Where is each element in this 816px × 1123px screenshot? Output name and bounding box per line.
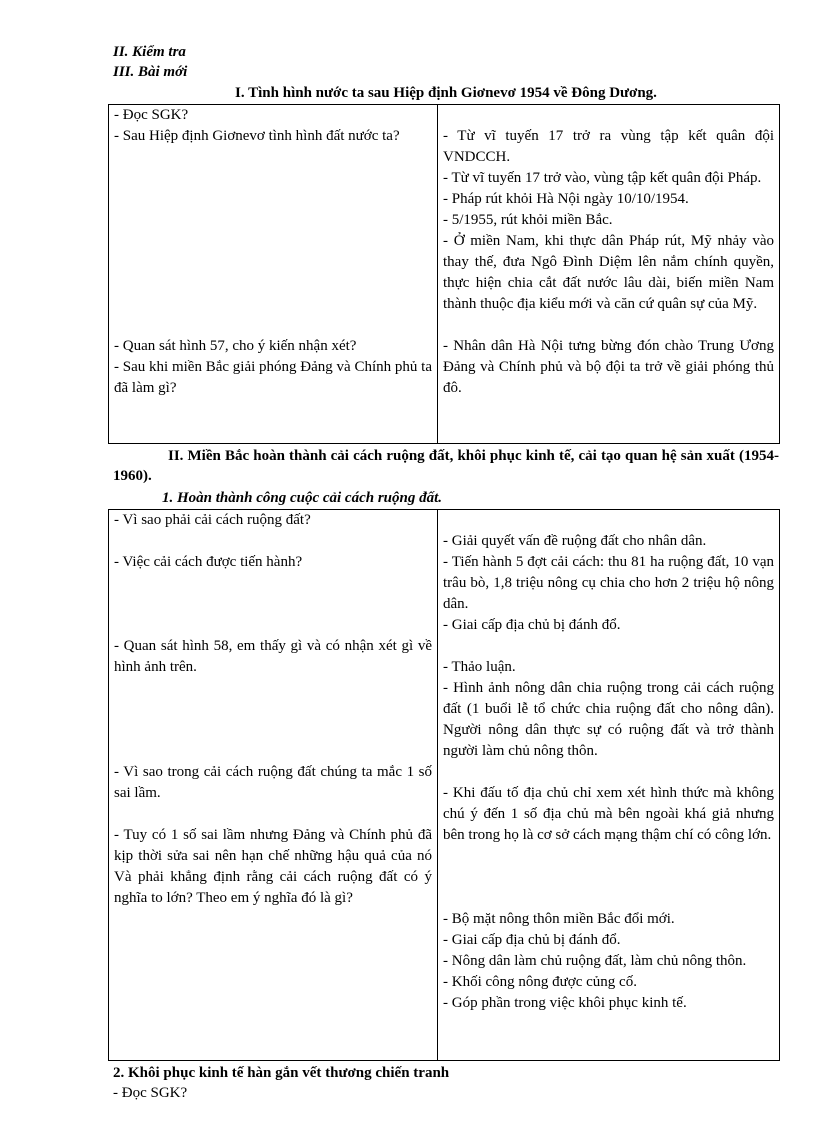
section-1-right-cell xyxy=(438,105,780,444)
question-6: - Việc cải cách được tiến hành? xyxy=(114,554,303,570)
heading-kiem-tra: II. Kiểm tra xyxy=(113,44,186,60)
answer-6: - Nhân dân Hà Nội tưng bừng đón chào Trung Ương Đảng và Chính phủ và bộ đội ta trở về giải phóng thủ đô. xyxy=(443,338,774,396)
section-2-left-cell xyxy=(109,510,438,1061)
question-1: - Đọc SGK? xyxy=(114,107,189,123)
answer-13: - Bộ mặt nông thôn miền Bắc đổi mới. xyxy=(443,911,675,927)
question-8: - Vì sao trong cải cách ruộng đất chúng ta mắc 1 số sai lầm. xyxy=(114,764,432,801)
answer-3: - Pháp rút khỏi Hà Nội ngày 10/10/1954. xyxy=(443,191,689,207)
answer-8: - Tiến hành 5 đợt cải cách: thu 81 ha ruộng đất, 10 vạn trâu bò, 1,8 triệu nông cụ chia cho hơn 2 triệu hộ nông dân. xyxy=(443,554,774,612)
question-4: - Sau khi miền Bắc giải phóng Đảng và Chính phủ ta đã làm gì? xyxy=(114,359,432,396)
question-9: - Tuy có 1 số sai lầm nhưng Đảng và Chính phủ đã kịp thời sửa sai nên hạn chế những hậu quả của nó Và phải khẳng định rằng cải cách ruộng đất có ý nghĩa to lớn? Theo em ý nghĩa đó là gì? xyxy=(114,827,432,906)
question-2: - Sau Hiệp định Giơnevơ tình hình đất nước ta? xyxy=(114,128,400,144)
section-3-title: 2. Khôi phục kinh tế hàn gắn vết thương chiến tranh xyxy=(113,1065,450,1081)
section-3-first-line: - Đọc SGK? xyxy=(113,1085,188,1101)
answer-16: - Khối công nông được củng cố. xyxy=(443,974,637,990)
answer-2: - Từ vĩ tuyến 17 trở vào, vùng tập kết quân đội Pháp. xyxy=(443,170,762,186)
answer-14: - Giai cấp địa chủ bị đánh đổ. xyxy=(443,932,621,948)
section-1-table xyxy=(108,104,780,444)
section-2-right-cell xyxy=(438,510,780,1061)
answer-5: - Ở miền Nam, khi thực dân Pháp rút, Mỹ nhảy vào thay thế, đưa Ngô Đình Diệm lên nắm chính quyền, thực hiện chia cắt đất nước lâu dài, biến miền Nam thành thuộc địa kiểu mới và căn cứ quân sự của Mỹ. xyxy=(443,233,774,312)
heading-bai-moi: III. Bài mới xyxy=(113,64,188,80)
answer-7: - Giải quyết vấn đề ruộng đất cho nhân dân. xyxy=(443,533,707,549)
question-3: - Quan sát hình 57, cho ý kiến nhận xét? xyxy=(114,338,357,354)
answer-9: - Giai cấp địa chủ bị đánh đổ. xyxy=(443,617,621,633)
section-1-title: I. Tình hình nước ta sau Hiệp định Giơnevơ 1954 về Đông Dương. xyxy=(235,85,657,101)
answer-11: - Hình ảnh nông dân chia ruộng trong cải cách ruộng đất (1 buổi lễ tổ chức chia ruộng đất cho nông dân). Người nông dân thực sự có ruộng đất và trở thành người làm chủ nông thôn. xyxy=(443,680,774,759)
answer-1: - Từ vĩ tuyến 17 trở ra vùng tập kết quân đội VNDCCH. xyxy=(443,128,774,165)
question-7: - Quan sát hình 58, em thấy gì và có nhận xét gì về hình ảnh trên. xyxy=(114,638,432,675)
question-5: - Vì sao phải cải cách ruộng đất? xyxy=(114,512,311,528)
answer-4: - 5/1955, rút khỏi miền Bắc. xyxy=(443,212,613,228)
section-1-left-cell xyxy=(109,105,438,444)
section-2-subtitle: 1. Hoàn thành công cuộc cải cách ruộng đất. xyxy=(162,490,443,506)
answer-12: - Khi đấu tố địa chủ chỉ xem xét hình thức mà không chú ý đến 1 số địa chủ mà bên ngoài khá giả nhưng bên trong họ là cơ sở cách mạng thậm chí có công lớn. xyxy=(443,785,774,843)
section-2-table xyxy=(108,509,780,1061)
answer-17: - Góp phần trong việc khôi phục kinh tế. xyxy=(443,995,687,1011)
section-2-title: II. Miền Bắc hoàn thành cải cách ruộng đất, khôi phục kinh tế, cải tạo quan hệ sản xuất (1954- 1960). xyxy=(113,448,779,484)
answer-10: - Thảo luận. xyxy=(443,659,516,675)
answer-15: - Nông dân làm chủ ruộng đất, làm chủ nông thôn. xyxy=(443,953,747,969)
